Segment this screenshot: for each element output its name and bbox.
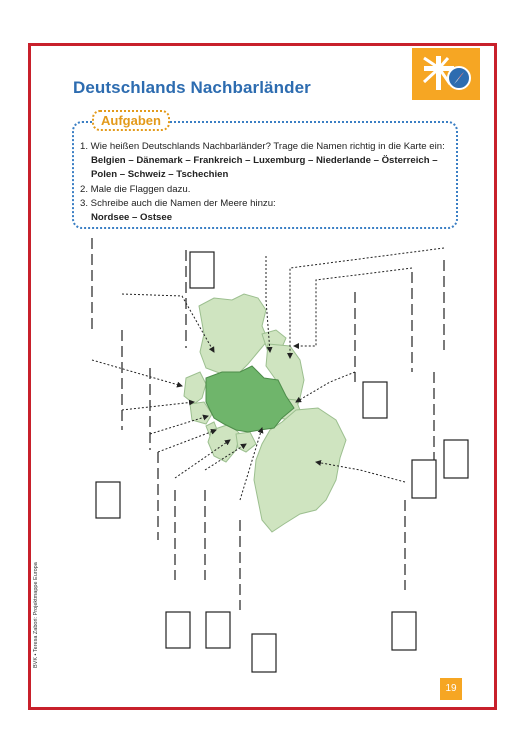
task-2: 2. Male die Flaggen dazu. bbox=[80, 183, 191, 195]
country-list-line-1: Belgien – Dänemark – Frankreich – Luxemburg – Niederlande – Österreich – bbox=[91, 155, 438, 167]
flag-box[interactable] bbox=[412, 460, 436, 498]
flag-box[interactable] bbox=[444, 440, 468, 478]
flag-box[interactable] bbox=[166, 612, 190, 648]
country-list-line-2: Polen – Schweiz – Tschechien bbox=[91, 169, 229, 181]
page-title: Deutschlands Nachbarländer bbox=[73, 78, 311, 97]
page-number: 19 bbox=[440, 678, 462, 700]
map-denmark bbox=[199, 294, 268, 374]
leader-arrow bbox=[158, 430, 216, 452]
flag-box[interactable] bbox=[96, 482, 120, 518]
task-1: 1. Wie heißen Deutschlands Nachbarländer? Trage die Namen richtig in die Karte ein: bbox=[80, 141, 445, 152]
flag-box[interactable] bbox=[206, 612, 230, 648]
sea-list: Nordsee – Ostsee bbox=[91, 212, 173, 224]
flag-box[interactable] bbox=[190, 252, 214, 288]
flag-box[interactable] bbox=[252, 634, 276, 672]
tasks-label: Aufgaben bbox=[92, 110, 170, 131]
flag-box[interactable] bbox=[392, 612, 416, 650]
leader-arrow bbox=[296, 372, 355, 402]
map-switzerland bbox=[236, 432, 256, 452]
flag-box[interactable] bbox=[363, 382, 387, 418]
credit-line: BVK • Teresa Zabori: Projektmappe Europa bbox=[33, 562, 39, 668]
leader-arrow bbox=[92, 360, 182, 386]
leader-arrow bbox=[294, 268, 412, 346]
leader-arrow bbox=[290, 248, 444, 358]
leader-arrow bbox=[122, 402, 194, 410]
task-3: 3. Schreibe auch die Namen der Meere hinzu: bbox=[80, 197, 276, 209]
leader-arrow bbox=[122, 294, 214, 352]
map-netherlands bbox=[184, 372, 206, 404]
